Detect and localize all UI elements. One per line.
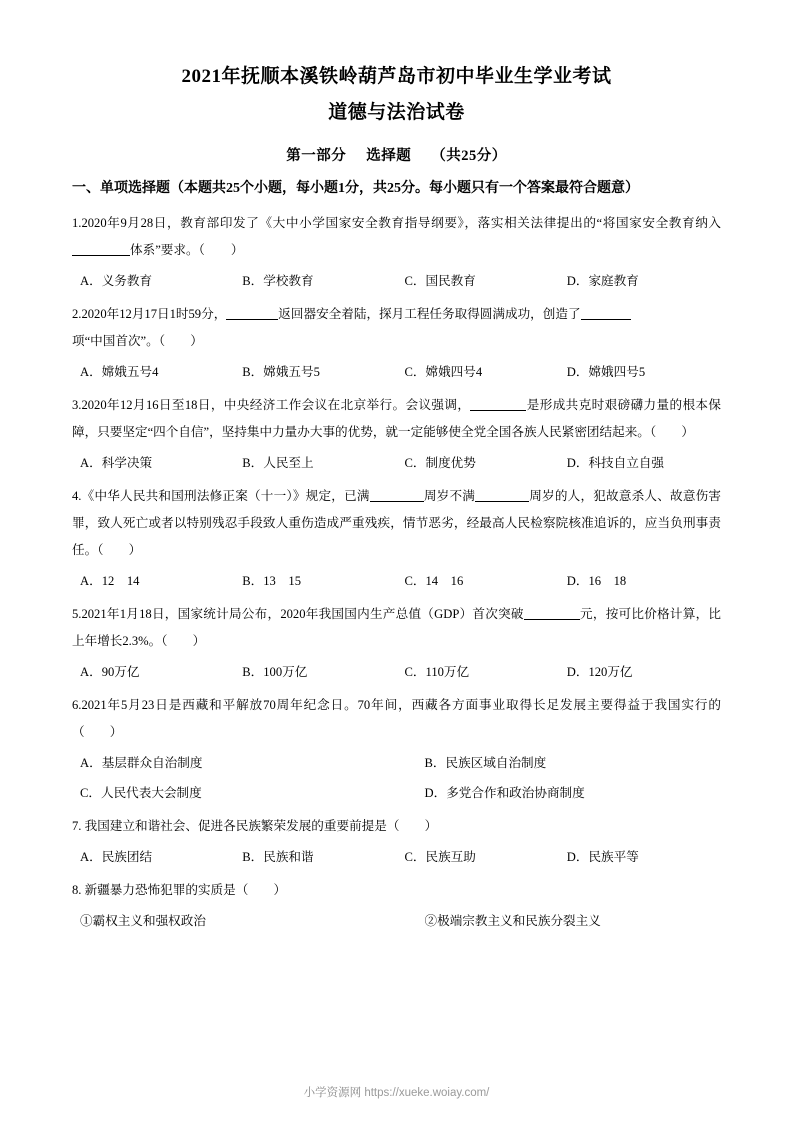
option-c[interactable]: C．民族互助 <box>404 850 476 864</box>
option-d[interactable]: D．家庭教育 <box>566 274 639 288</box>
question-text: 2020年9月28日，教育部印发了《大中小学国家安全教育指导纲要》，落实相关法律提出的“将国家安全教育纳入 <box>81 216 721 230</box>
option-c[interactable]: C．14 16 <box>404 574 464 588</box>
question-6 <box>72 692 721 746</box>
section-heading: 一、单项选择题（本题共25个小题，每小题1分，共25分。每小题只有一个答案最符合题意） <box>72 181 639 196</box>
fill-blank <box>581 307 631 320</box>
question-text: 2021年5月23日是西藏和平解放70周年纪念日。70年间，西藏各方面事业取得长足发展主要得益于我国实行的（ ） <box>72 698 721 739</box>
question-2 <box>72 301 721 355</box>
question-text: 2020年12月17日1时59分， <box>81 307 227 321</box>
option-a[interactable]: A．12 14 <box>80 574 140 588</box>
option-a[interactable]: A．科学决策 <box>80 456 153 470</box>
option-d[interactable]: D．120万亿 <box>566 665 633 679</box>
option-d[interactable]: D．16 18 <box>566 574 627 588</box>
option-a[interactable]: A．嫦娥五号4 <box>80 365 159 379</box>
option-b[interactable]: B．民族和谐 <box>242 850 314 864</box>
question-number: 5. <box>72 607 82 621</box>
option-b[interactable]: B．13 15 <box>242 574 302 588</box>
question-text-end: ） <box>230 243 244 257</box>
question-number: 8. <box>72 883 82 897</box>
footer-url: https://xueke.woiay.com/ <box>364 1087 490 1099</box>
part-heading <box>72 144 721 165</box>
question-7 <box>72 813 721 840</box>
question-number: 7. <box>72 819 82 833</box>
options-5 <box>72 659 721 685</box>
option-b[interactable]: B．民族区域自治制度 <box>424 756 547 770</box>
part-score: （共25分） <box>431 148 507 164</box>
part-type: 选择题 <box>366 148 412 164</box>
page-title-line1: 2021年抚顺本溪铁岭葫芦岛市初中毕业生学业考试 <box>181 66 612 87</box>
option-a[interactable]: A．基层群众自治制度 <box>80 756 203 770</box>
question-text-cont: 周岁不满 <box>423 489 476 503</box>
option-d[interactable]: D．科技自立自强 <box>566 456 665 470</box>
option-c[interactable]: C．110万亿 <box>404 665 470 679</box>
options-3 <box>72 450 721 476</box>
fill-blank <box>226 307 278 320</box>
question-text-cont: 元，按可比价格计算，比上年增长2.3%。（ ） <box>72 607 722 648</box>
option-2[interactable]: ②极端宗教主义和民族分裂主义 <box>424 914 601 928</box>
option-b[interactable]: B．100万亿 <box>242 665 308 679</box>
options-2 <box>72 359 721 385</box>
fill-blank <box>370 489 424 502</box>
question-text-cont: 是形成共克时艰磅礴力量的根本保障，只要坚定“四个自信”，坚持集中力量办大事的优势，就一定能够使全党全国各族人民紧密团结起来。（ ） <box>72 398 722 439</box>
page-title-line2: 道德与法治试卷 <box>328 102 465 123</box>
question-5 <box>72 601 721 655</box>
option-b[interactable]: B．学校教育 <box>242 274 314 288</box>
fill-blank <box>72 243 130 256</box>
option-a[interactable]: A．90万亿 <box>80 665 140 679</box>
option-d[interactable]: D．嫦娥四号5 <box>566 365 646 379</box>
option-c[interactable]: C．嫦娥四号4 <box>404 365 483 379</box>
option-1[interactable]: ①霸权主义和强权政治 <box>80 914 206 928</box>
question-text-end: 周岁的人，犯故意杀人、故意伤害罪，致人死亡或者以特别残忍手段致人重伤造成严重残疾，情节恶劣，经最高人民检察院核准追诉的，应当负刑事责任。（ ） <box>72 489 722 557</box>
question-text: 我国建立和谐社会、促进各民族繁荣发展的重要前提是（ ） <box>84 819 438 833</box>
option-b[interactable]: B．人民至上 <box>242 456 314 470</box>
question-text-cont: 体系”要求。（ <box>130 243 205 257</box>
question-number: 2. <box>72 307 82 321</box>
question-text-cont: 返回器安全着陆，探月工程任务取得圆满成功，创造了 <box>278 307 581 321</box>
question-text: 新疆暴力恐怖犯罪的实质是（ ） <box>84 883 287 897</box>
option-a[interactable]: A．民族团结 <box>80 850 153 864</box>
question-number: 4. <box>72 489 82 503</box>
option-a[interactable]: A．义务教育 <box>80 274 153 288</box>
option-c[interactable]: C．国民教育 <box>404 274 476 288</box>
fill-blank <box>470 398 526 411</box>
options-6-row1 <box>72 750 721 776</box>
question-4 <box>72 483 721 564</box>
question-number: 3. <box>72 398 82 412</box>
options-8 <box>72 908 721 934</box>
question-8 <box>72 877 721 904</box>
question-text-end: 项“中国首次”。（ ） <box>72 334 203 348</box>
option-c[interactable]: C．制度优势 <box>404 456 476 470</box>
options-4 <box>72 568 721 594</box>
question-1 <box>72 210 721 264</box>
question-number: 6. <box>72 698 82 712</box>
question-text: 2021年1月18日，国家统计局公布，2020年我国国内生产总值（GDP）首次突破 <box>81 607 524 621</box>
question-3 <box>72 392 721 446</box>
option-b[interactable]: B．嫦娥五号5 <box>242 365 320 379</box>
question-text: 2020年12月16日至18日，中央经济工作会议在北京举行。会议强调， <box>81 398 471 412</box>
option-d[interactable]: D．民族平等 <box>566 850 639 864</box>
option-d[interactable]: D．多党合作和政治协商制度 <box>424 786 585 800</box>
options-6-row2 <box>72 780 721 806</box>
options-7 <box>72 844 721 870</box>
part-label: 第一部分 <box>286 148 347 164</box>
footer-watermark <box>0 1084 793 1100</box>
fill-blank <box>524 607 580 620</box>
question-text: 《中华人民共和国刑法修正案（十一）》规定，已满 <box>81 489 370 503</box>
options-1 <box>72 268 721 294</box>
footer-brand: 小学资源网 <box>303 1087 362 1099</box>
fill-blank <box>475 489 529 502</box>
question-number: 1. <box>72 216 82 230</box>
option-c[interactable]: C．人民代表大会制度 <box>80 786 202 800</box>
